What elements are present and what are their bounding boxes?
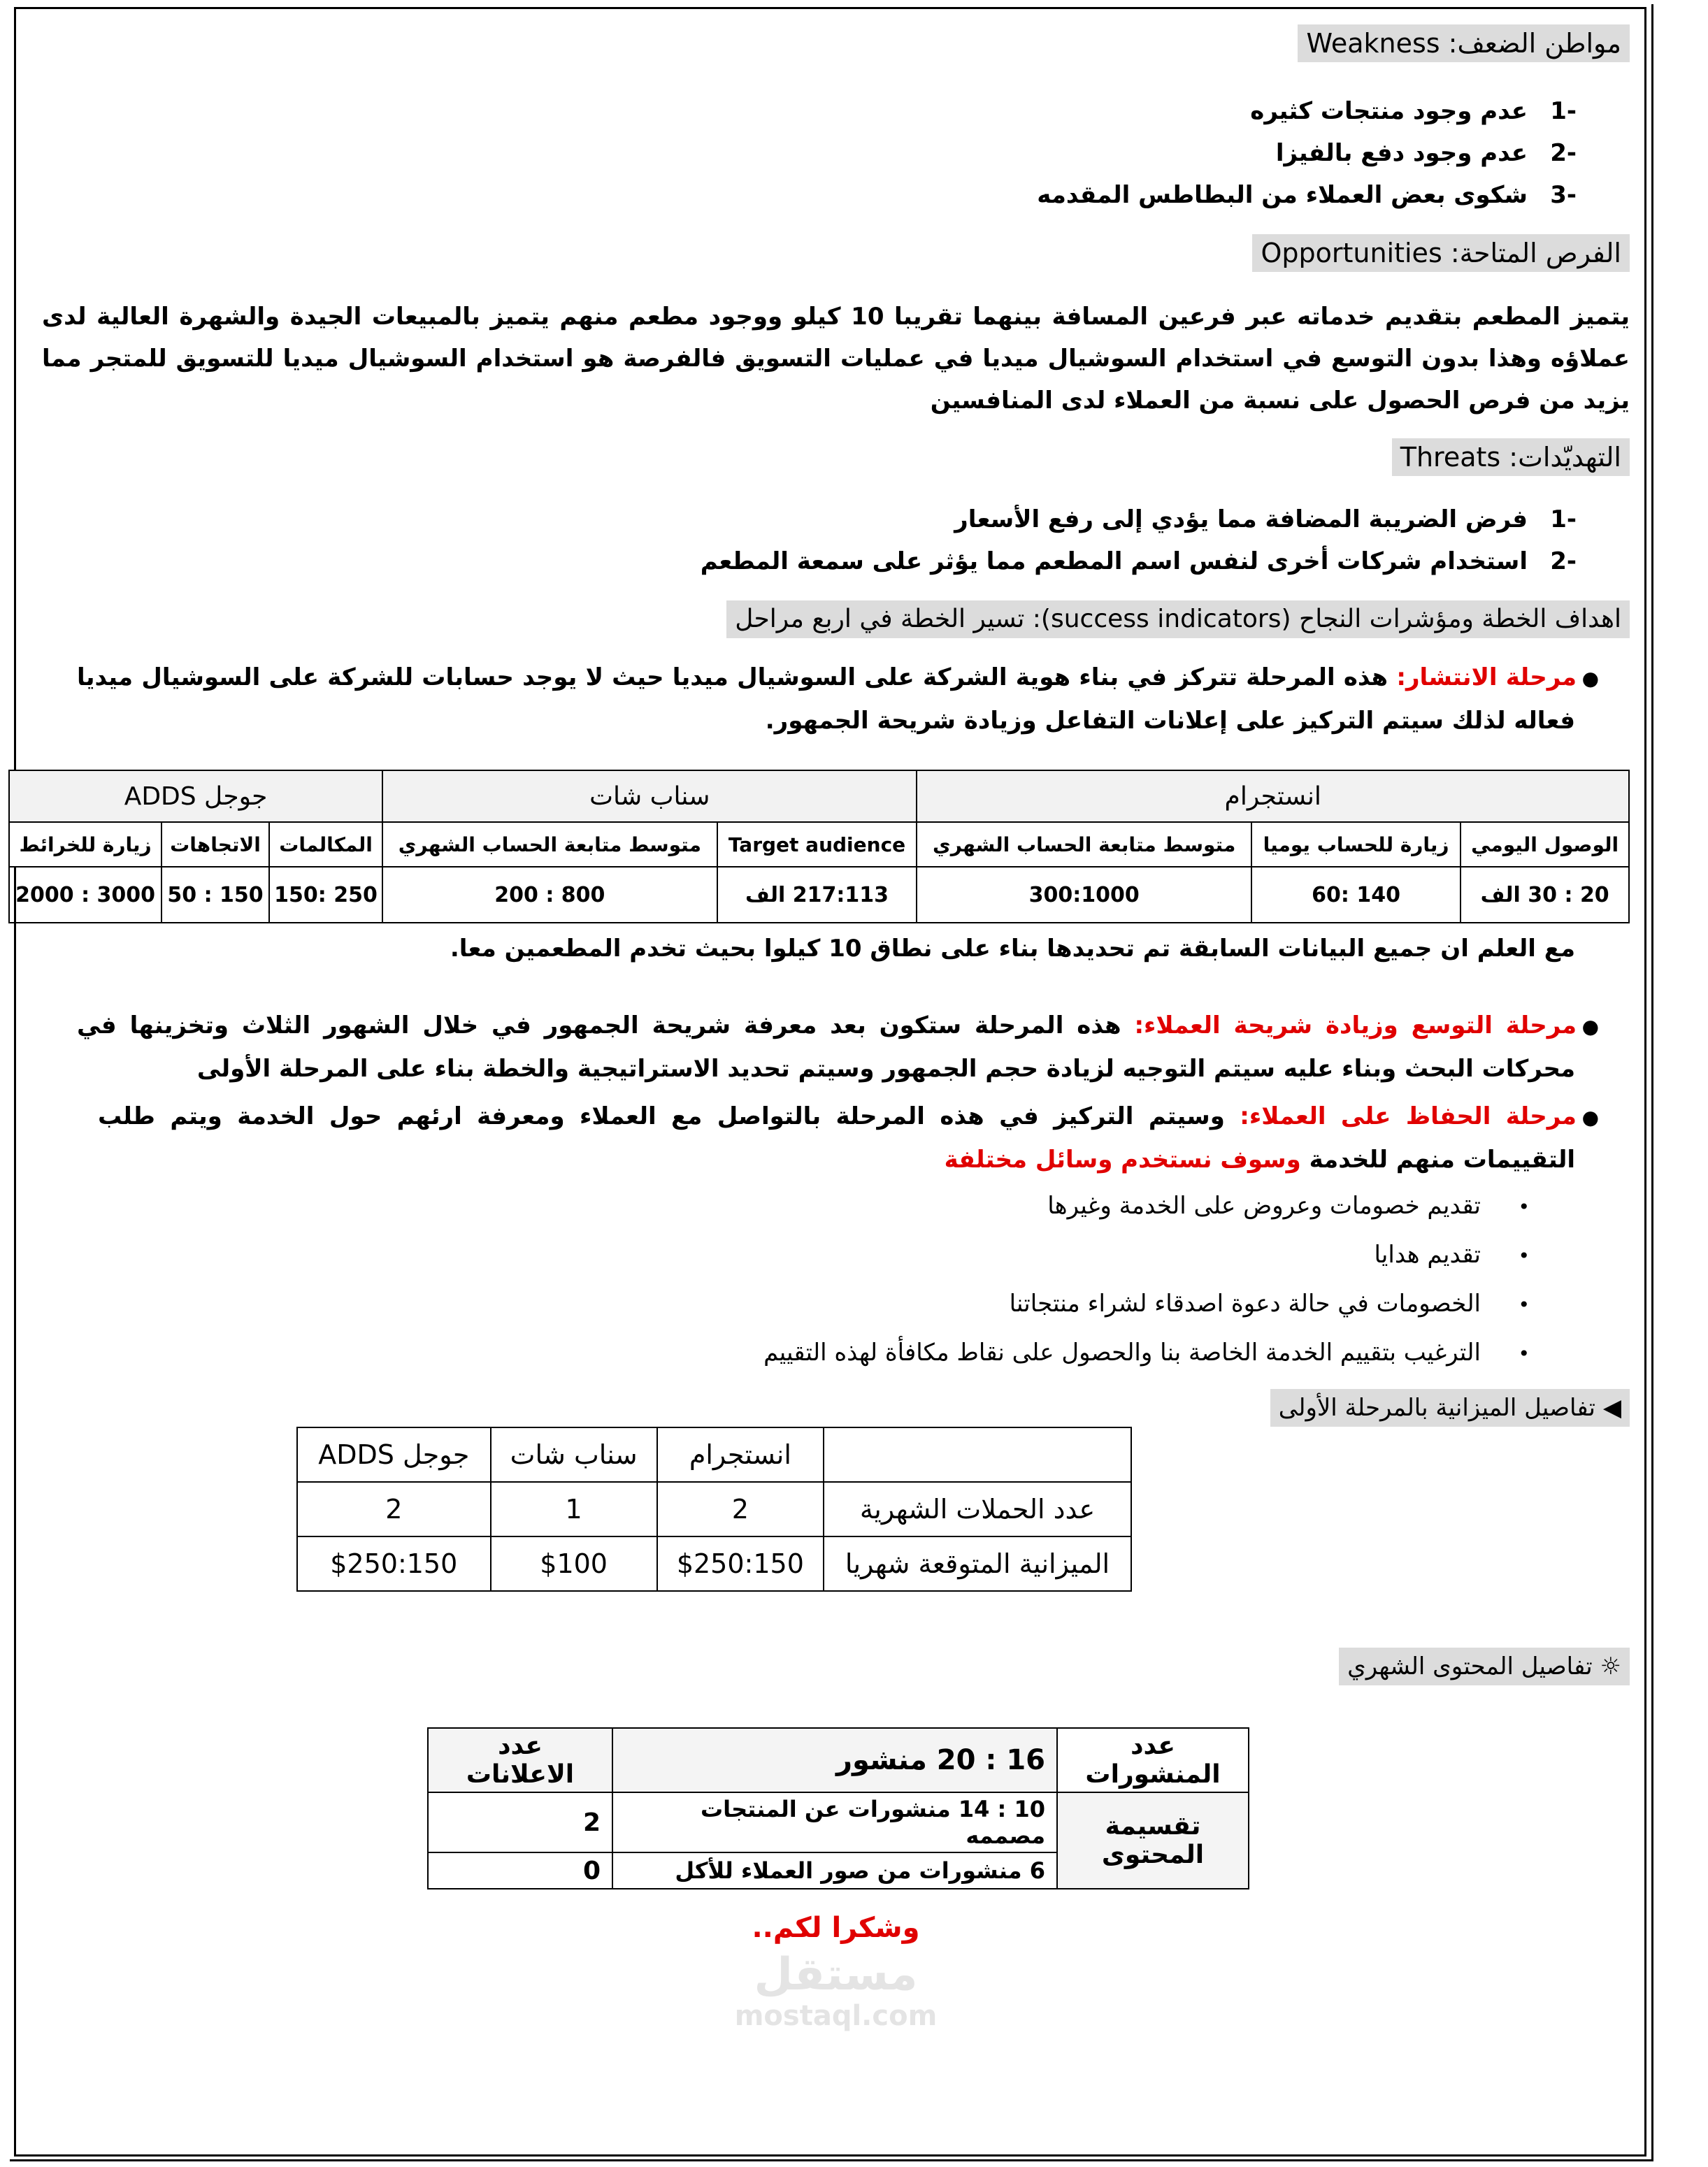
column-header	[824, 1427, 1131, 1482]
sub-item	[42, 1337, 1530, 1369]
item-text: عدم وجود دفع بالفيزا	[1275, 139, 1528, 167]
table-cell: 16 : 20 منشور	[612, 1728, 1057, 1792]
document-body	[15, 21, 1630, 2032]
sub-item-text: الترغيب بتقييم الخدمة الخاصة بنا والحصول على نقاط مكافأة لهذه التقييم	[763, 1339, 1481, 1367]
table-row	[297, 1482, 1131, 1536]
budget-table	[296, 1427, 1132, 1592]
table-cell: 10 : 14 منشورات عن المنتجات مصممه	[612, 1792, 1057, 1852]
table-row	[428, 1728, 1249, 1792]
row-label: عدد المنشورات	[1057, 1728, 1249, 1792]
sub-item-text: تقديم هدايا	[1374, 1241, 1481, 1269]
group-snapchat: سناب شات	[382, 770, 917, 822]
table-row	[9, 770, 1629, 822]
sub-item	[42, 1239, 1530, 1272]
row-label: الميزانية المتوقعة شهريا	[824, 1536, 1131, 1591]
budget-heading-text: تفاصيل الميزانية بالمرحلة الأولى	[1278, 1394, 1596, 1422]
weakness-item	[42, 180, 1577, 210]
watermark-site: mostaql.com	[734, 2000, 938, 2032]
item-number: -3	[1550, 181, 1577, 209]
content-heading	[1339, 1648, 1630, 1685]
phase3-red-text: وسوف نستخدم وسائل مختلفة	[944, 1146, 1301, 1174]
table-cell: $250:150	[657, 1536, 824, 1591]
table-cell: $250:150	[297, 1536, 491, 1591]
threats-heading: التهديّدات: Threats	[1392, 438, 1630, 476]
table-cell: 140 :60	[1251, 867, 1461, 923]
column-header: المكالمات	[269, 822, 382, 867]
content-heading-text: تفاصيل المحتوى الشهري	[1347, 1653, 1593, 1680]
table-cell: 20 : 30 الف	[1461, 867, 1629, 923]
column-header: الوصول اليومي	[1461, 822, 1629, 867]
item-text: شكوى بعض العملاء من البطاطس المقدمه	[1037, 181, 1528, 209]
threat-item	[42, 546, 1577, 577]
table-row	[428, 1792, 1249, 1852]
sub-item-text: الخصومات في حالة دعوة اصدقاء لشراء منتجاتنا	[1009, 1290, 1481, 1318]
table-cell: 1	[491, 1482, 657, 1536]
bullet-icon: ●	[1581, 1106, 1599, 1129]
column-header: الاتجاهات	[162, 822, 269, 867]
objectives-heading: اهداف الخطة ومؤشرات النجاح (success indicators): تسير الخطة في اربع مراحل	[726, 600, 1630, 638]
phase2-title: مرحلة التوسع وزيادة شريحة العملاء:	[1134, 1011, 1577, 1039]
weakness-item	[42, 96, 1577, 127]
phase3-paragraph	[98, 1095, 1599, 1181]
phase1-title: مرحلة الانتشار:	[1396, 663, 1577, 691]
item-text: استخدام شركات أخرى لنفس اسم المطعم مما يؤثر على سمعة المطعم	[700, 547, 1528, 575]
sub-item	[42, 1190, 1530, 1223]
column-header: متوسط متابعة الحساب الشهري	[917, 822, 1251, 867]
column-header: زيارة للخرائط	[9, 822, 162, 867]
watermark-logo-text: مستقل	[754, 1949, 918, 2001]
table-cell: 250 :150	[269, 867, 382, 923]
content-table	[427, 1727, 1249, 1889]
table-cell: 300:1000	[917, 867, 1251, 923]
table-cell: 6 منشورات من صور العملاء للأكل	[612, 1852, 1057, 1889]
column-header: عدد الاعلانات	[428, 1728, 612, 1792]
sub-item-text: تقديم خصومات وعروض على الخدمة وغيرها	[1047, 1192, 1481, 1220]
column-header: سناب شات	[491, 1427, 657, 1482]
column-header: Target audience	[717, 822, 917, 867]
bullet-icon: ●	[1581, 1015, 1599, 1038]
group-instagram: انستجرام	[917, 770, 1629, 822]
column-header: انستجرام	[657, 1427, 824, 1482]
page-border-bottom	[10, 2159, 1653, 2161]
opportunities-paragraph: يتميز المطعم بتقديم خدماته عبر فرعين المسافة بينهما تقريبا 10 كيلو ووجود مطعم منهم يتميز بالمبيعات الجيدة والشهرة العالية لدى عملاؤه وهذا بدون التوسع في استخدام السوشيال ميديا في عمليات التسويق فالفرصة هو استخدام السوشيال ميديا للتسويق للمتجر مما يزيد من فرص الحصول على نسبة من العملاء لدى المنافسين	[42, 303, 1630, 415]
group-google-ads: جوجل ADDS	[9, 770, 382, 822]
triangle-left-icon: ◀	[1595, 1394, 1621, 1422]
row-label: تقسيمة المحتوى	[1057, 1792, 1249, 1889]
column-header: جوجل ADDS	[297, 1427, 491, 1482]
table-cell: 2	[297, 1482, 491, 1536]
phase1-paragraph	[77, 656, 1599, 742]
table-row	[9, 822, 1629, 867]
table-cell: 800 : 200	[382, 867, 717, 923]
data-note: مع العلم ان جميع البيانات السابقة تم تحديدها بناء على نطاق 10 كيلوا بحيث تخدم المطعمين معا.	[450, 935, 1575, 963]
thanks-text: وشكرا لكم..	[752, 1912, 920, 1944]
table-cell: 3000 : 2000	[9, 867, 162, 923]
item-number: -1	[1550, 97, 1577, 125]
item-number: -2	[1550, 139, 1577, 167]
column-header: متوسط متابعة الحساب الشهري	[382, 822, 717, 867]
opportunities-heading: الفرص المتاحة: Opportunities	[1252, 234, 1630, 272]
bullet-icon: •	[1518, 1195, 1530, 1218]
table-row	[9, 867, 1629, 923]
kpi-table	[8, 770, 1630, 923]
table-cell: 2	[657, 1482, 824, 1536]
bullet-icon: •	[1518, 1293, 1530, 1316]
table-row	[297, 1536, 1131, 1591]
table-cell: 217:113 الف	[717, 867, 917, 923]
weakness-item	[42, 138, 1577, 168]
table-cell: 0	[428, 1852, 612, 1889]
page-border-right	[1651, 4, 1653, 2159]
budget-heading	[1270, 1389, 1630, 1427]
table-row	[297, 1427, 1131, 1482]
item-number: -1	[1550, 505, 1577, 533]
bullet-icon: ●	[1581, 667, 1599, 690]
threat-item	[42, 504, 1577, 535]
table-cell: $100	[491, 1536, 657, 1591]
phase1-text: هذه المرحلة تتركز في بناء هوية الشركة على السوشيال ميديا حيث لا يوجد حسابات للشركة على السوشيال ميديا فعاله لذلك سيتم التركيز على إعلانات التفاعل وزيادة شريحة الجمهور.	[77, 663, 1575, 735]
bullet-icon: •	[1518, 1342, 1530, 1365]
bullet-icon: •	[1518, 1244, 1530, 1267]
weakness-heading: مواطن الضعف: Weakness	[1298, 24, 1630, 62]
sub-item	[42, 1288, 1530, 1320]
item-text: فرض الضريبة المضافة مما يؤدي إلى رفع الأسعار	[954, 505, 1528, 533]
phase2-paragraph	[77, 1005, 1599, 1090]
item-text: عدم وجود منتجات كثيره	[1250, 97, 1528, 125]
sun-icon: ☼	[1592, 1653, 1621, 1680]
phase3-text: وسيتم التركيز في هذه المرحلة بالتواصل مع العملاء ومعرفة ارئهم حول الخدمة ويتم طلب التقييمات منهم للخدمة	[98, 1102, 1575, 1174]
phase2-text: هذه المرحلة ستكون بعد معرفة شريحة الجمهور في خلال الشهور الثلاث وتخزينها في محركات البحث وبناء عليه سيتم التوجيه لزيادة حجم الجمهور وسيتم تحديد الاستراتيجية والخطة بناء على المرحلة الأولى	[77, 1011, 1575, 1083]
table-cell: 150 : 50	[162, 867, 269, 923]
column-header: زيارة للحساب يوميا	[1251, 822, 1461, 867]
row-label: عدد الحملات الشهرية	[824, 1482, 1131, 1536]
table-cell: 2	[428, 1792, 612, 1852]
phase3-title: مرحلة الحفاظ على العملاء:	[1240, 1102, 1577, 1130]
watermark-logo	[42, 1950, 1630, 2032]
item-number: -2	[1550, 547, 1577, 575]
